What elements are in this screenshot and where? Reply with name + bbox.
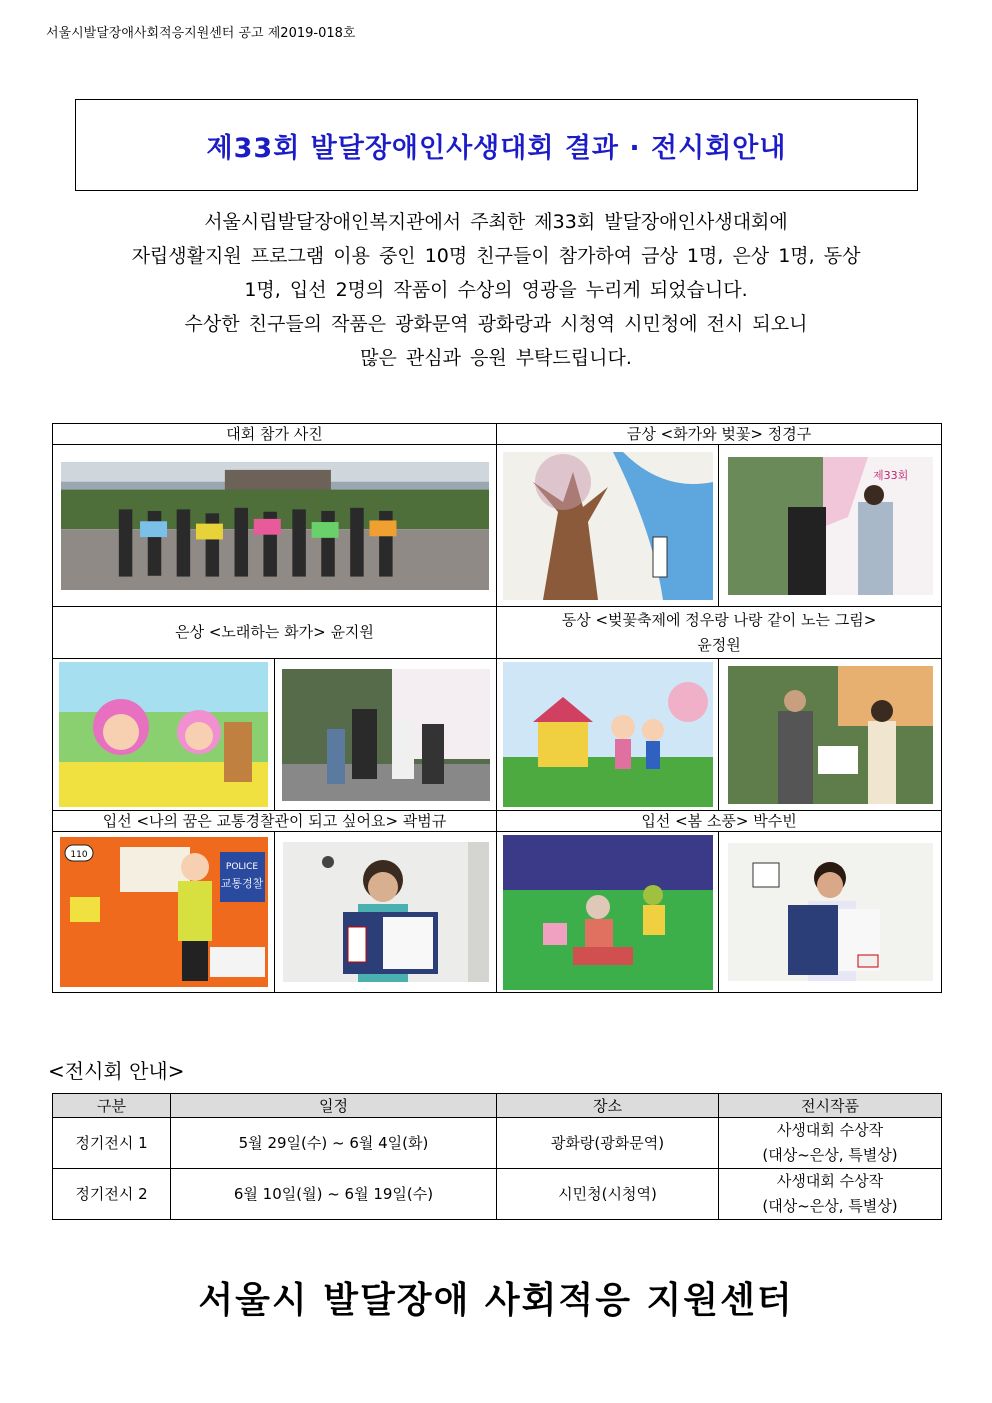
intro-line: 자립생활지원 프로그램 이용 중인 10명 친구들이 참가하여 금상 1명, 은상 1명, 동상 — [131, 245, 861, 267]
award-gallery — [52, 423, 942, 993]
caption-entry2: 입선 <봄 소풍> 박수빈 — [497, 811, 942, 832]
entry2-award-photo-cell — [719, 832, 942, 993]
row-works-line1: 사생대회 수상작 — [776, 1121, 884, 1139]
participants-photo — [61, 462, 489, 590]
header-works: 전시작품 — [719, 1094, 942, 1118]
row-works-line2: (대상~은상, 특별상) — [762, 1146, 898, 1164]
exhibition-title: <전시회 안내> — [48, 1059, 185, 1083]
intro-line: 많은 관심과 응원 부탁드립니다. — [360, 347, 632, 369]
row-schedule: 6월 10일(월) ~ 6월 19일(수) — [171, 1169, 497, 1220]
caption-gold: 금상 <화가와 벚꽃> 정경구 — [497, 424, 942, 445]
gold-award-photo-cell — [719, 445, 942, 607]
entry1-artwork — [60, 837, 268, 987]
police-korean-text: 교통경찰 — [220, 877, 263, 890]
row-place: 광화랑(광화문역) — [497, 1118, 719, 1169]
police-sign-text: POLICE — [225, 862, 258, 872]
caption-bronze-line1: 동상 <벚꽃축제에 정우랑 나랑 같이 노는 그림> — [561, 610, 877, 629]
participants-photo-cell — [53, 445, 497, 607]
title-box — [75, 99, 918, 191]
bronze-award-photo-cell — [719, 659, 942, 811]
intro-paragraph — [40, 205, 952, 375]
table-row — [53, 1118, 942, 1169]
header-category: 구분 — [53, 1094, 171, 1118]
entry2-artwork-cell — [497, 832, 719, 993]
row-schedule: 5월 29일(수) ~ 6월 4일(화) — [171, 1118, 497, 1169]
row-works-line1: 사생대회 수상작 — [776, 1172, 884, 1190]
caption-participants: 대회 참가 사진 — [53, 424, 497, 445]
row-place: 시민청(시청역) — [497, 1169, 719, 1220]
header-place: 장소 — [497, 1094, 719, 1118]
silver-artwork-cell — [53, 659, 275, 811]
silver-award-photo-cell — [275, 659, 497, 811]
row-category: 정기전시 1 — [53, 1118, 171, 1169]
exhibition-table — [52, 1093, 942, 1220]
intro-line: 수상한 친구들의 작품은 광화문역 광화랑과 시청역 시민청에 전시 되오니 — [184, 313, 808, 335]
silver-artwork — [59, 662, 268, 807]
entry2-artwork — [503, 835, 713, 990]
bronze-artwork-cell — [497, 659, 719, 811]
intro-line: 1명, 입선 2명의 작품이 수상의 영광을 누리게 되었습니다. — [244, 279, 748, 301]
entry1-award-photo-cell — [275, 832, 497, 993]
caption-bronze-line2: 윤정원 — [697, 635, 741, 654]
entry1-artwork-cell — [53, 832, 275, 993]
row-works — [719, 1169, 942, 1220]
caption-bronze — [497, 607, 942, 659]
row-works — [719, 1118, 942, 1169]
row-works-line2: (대상~은상, 특별상) — [762, 1197, 898, 1215]
bronze-award-photo — [728, 666, 933, 804]
banner-33-text: 제33회 — [872, 468, 908, 482]
gold-artwork — [503, 452, 713, 600]
bronze-artwork — [503, 662, 713, 807]
entry2-award-photo — [728, 843, 933, 981]
gold-award-banner — [873, 468, 908, 482]
gold-award-photo — [728, 457, 933, 595]
gold-artwork-cell — [497, 445, 719, 607]
organization-name: 서울시 발달장애 사회적응 지원센터 — [198, 1280, 794, 1321]
entry1-award-photo — [283, 842, 489, 982]
caption-silver: 은상 <노래하는 화가> 윤지원 — [53, 607, 497, 659]
notice-number: 서울시발달장애사회적응지원센터 공고 제2019-018호 — [46, 26, 356, 41]
row-category: 정기전시 2 — [53, 1169, 171, 1220]
intro-line: 서울시립발달장애인복지관에서 주최한 제33회 발달장애인사생대회에 — [204, 211, 788, 233]
page-title: 제33회 발달장애인사생대회 결과 · 전시회안내 — [206, 132, 787, 164]
caption-entry1: 입선 <나의 꿈은 교통경찰관이 되고 싶어요> 곽범규 — [53, 811, 497, 832]
table-row — [53, 1169, 942, 1220]
silver-award-photo — [282, 669, 490, 801]
header-schedule: 일정 — [171, 1094, 497, 1118]
sign-110-text: 110 — [69, 850, 88, 860]
